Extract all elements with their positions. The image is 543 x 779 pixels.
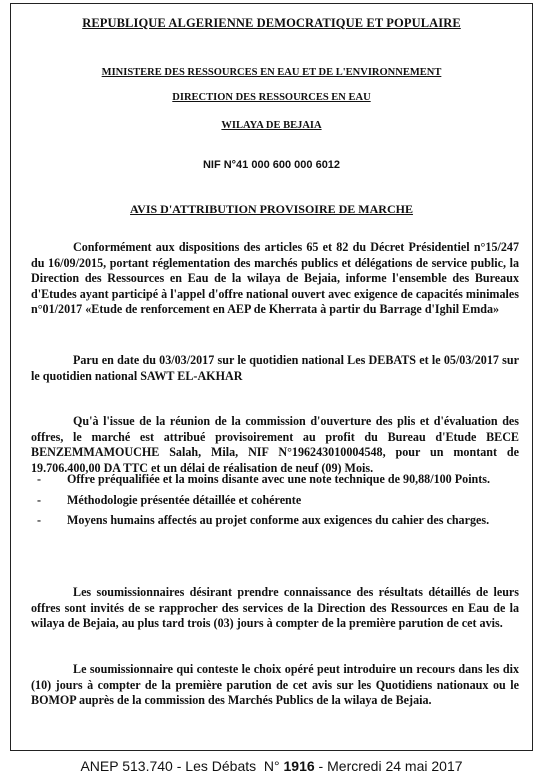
header-nif: NIF N°41 000 600 000 6012 xyxy=(202,159,341,171)
paragraph-2 xyxy=(31,353,519,384)
bullet-text: Méthodologie présentée détaillée et cohérente xyxy=(67,492,302,507)
bullet-text: Moyens humains affectés au projet conforme aux exigences du cahier des charges. xyxy=(67,513,490,528)
paragraph-1-text: Conformément aux dispositions des articles 65 et 82 du Décret Présidentiel n°15/247 du 16/09/2015, portant réglementation des marchés publics et délégations de service public, la Direction des Ressources en Eau de la wilaya de Bejaia, informe l'ensemble des Bureaux d'Etudes ayant participé à l'appel d'offre national ouvert avec exigence de capacités minimales n°01/2017 «Etude de renforcement en AEP de Kherrata à partir du Barrage d'Ighil Emda» xyxy=(31,240,519,317)
header-ministere: MINISTERE DES RESSOURCES EN EAU ET DE L'ENVIRONNEMENT xyxy=(101,67,442,78)
paragraph-1 xyxy=(31,240,519,318)
footer-issue-prefix: N° xyxy=(263,758,280,774)
footer-date: Mercredi 24 mai 2017 xyxy=(327,758,463,774)
paragraph-3-text: Qu'à l'issue de la réunion de la commission d'ouverture des plis et d'évaluation des offres, le marché est attribué provisoirement au profit du Bureau d'Etude BECE BENZEMMAMOUCHE Salah, Mila, NIF N°196243010004548, pour un montant de 19.706.400,00 DA TTC et un délai de réalisation de neuf (09) Mois. xyxy=(31,414,519,475)
header-wilaya: WILAYA DE BEJAIA xyxy=(221,120,322,131)
paragraph-3 xyxy=(31,414,519,476)
notice-document xyxy=(10,3,533,751)
footer-separator: - xyxy=(172,758,186,774)
paragraph-4-text: Les soumissionnaires désirant prendre connaissance des résultats détaillés de leurs offres sont invités de se rapprocher des services de la Direction des Ressources en Eau de la wilaya de Bejaia, au plus tard trois (03) jours à compter de la première parution de cet avis. xyxy=(31,585,519,631)
paragraph-5-text: Le soumissionnaire qui conteste le choix opéré peut introduire un recours dans les dix (10) jours à compter de la première parution de cet avis sur les Quotidiens nationaux ou le BOMOP auprès de la commission des Marchés Publics de la wilaya de Bejaia. xyxy=(31,662,519,708)
header-republique: REPUBLIQUE ALGERIENNE DEMOCRATIQUE ET POPULAIRE xyxy=(82,16,461,30)
footer-agency: ANEP 513.740 xyxy=(80,758,173,774)
paragraph-5 xyxy=(31,662,519,709)
notice-title: AVIS D'ATTRIBUTION PROVISOIRE DE MARCHE xyxy=(130,202,413,216)
paragraph-4 xyxy=(31,585,519,632)
publication-footer xyxy=(0,758,543,774)
criteria-list xyxy=(37,472,519,534)
footer-separator-2: - xyxy=(314,758,328,774)
bullet-text: Offre préqualifiée et la moins disante avec une note technique de 90,88/100 Points. xyxy=(67,472,491,486)
footer-paper: Les Débats xyxy=(185,758,257,774)
list-item: - Moyens humains affectés au projet conforme aux exigences du cahier des charges. xyxy=(37,513,490,528)
footer-issue-number: 1916 xyxy=(283,758,315,774)
header-direction: DIRECTION DES RESSOURCES EN EAU xyxy=(172,92,371,103)
list-item: - Offre préqualifiée et la moins disante avec une note technique de 90,88/100 Points. xyxy=(37,472,491,486)
list-item: - Méthodologie présentée détaillée et cohérente xyxy=(37,492,302,507)
paragraph-2-text: Paru en date du 03/03/2017 sur le quotidien national Les DEBATS et le 05/03/2017 sur le quotidien national SAWT EL-AKHAR xyxy=(31,353,519,383)
